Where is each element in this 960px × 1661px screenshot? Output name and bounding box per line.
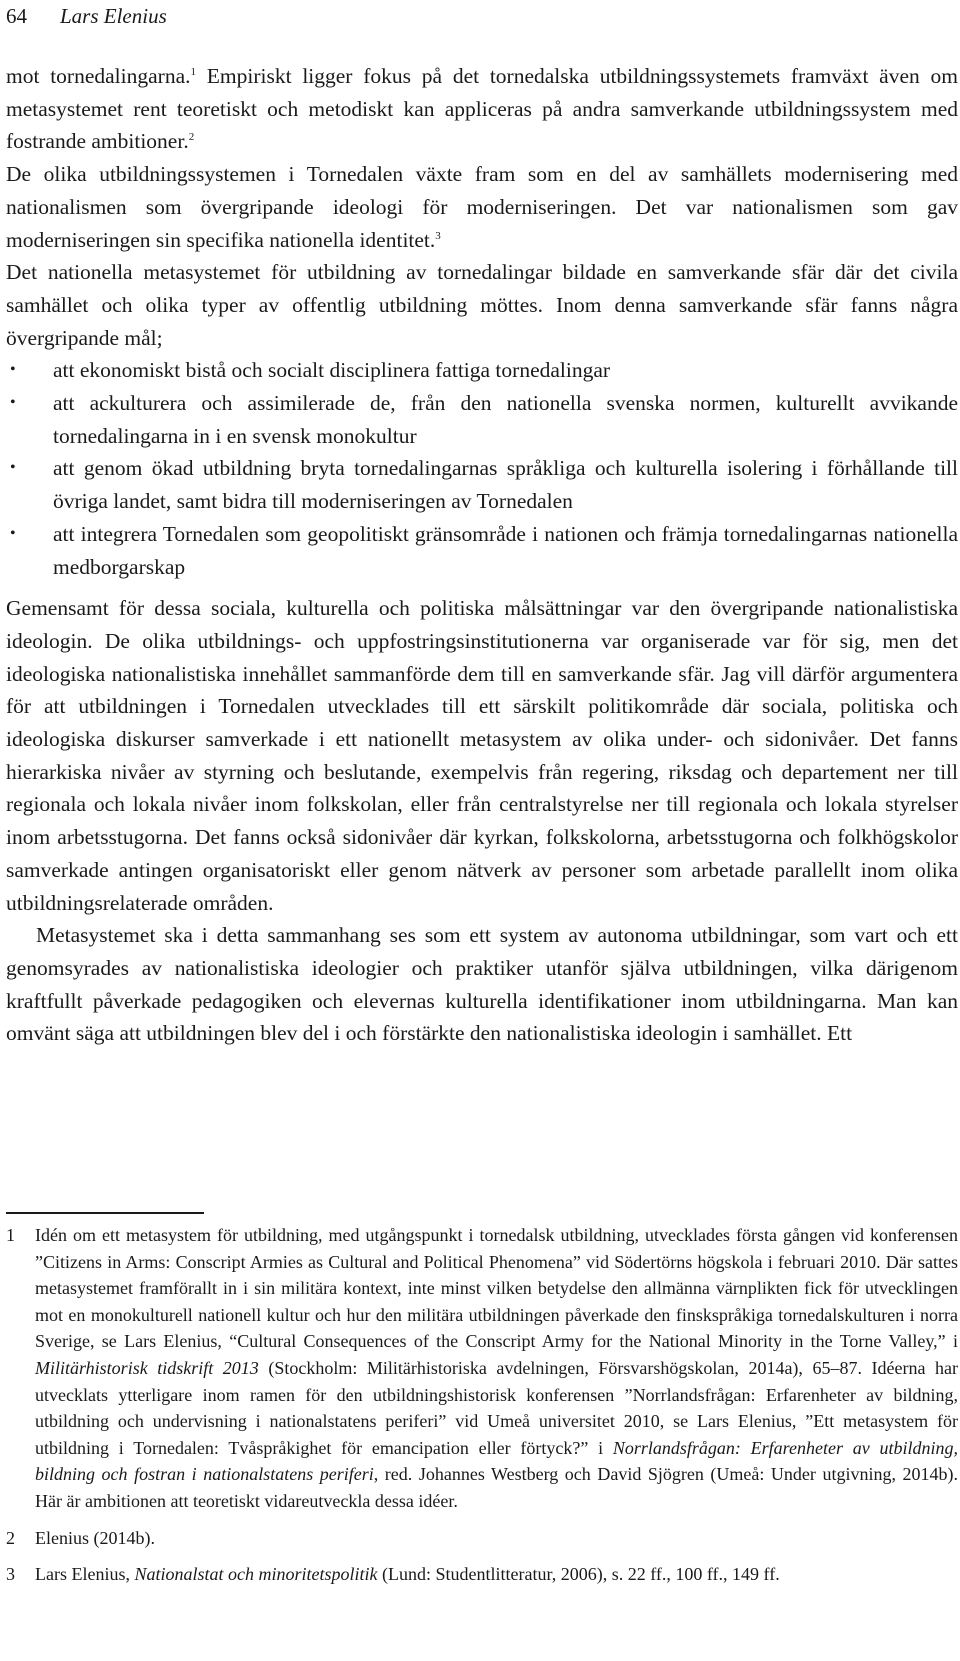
footnote-text: Elenius (2014b). <box>35 1527 155 1548</box>
footnote-title: Norrlandsfrågan: Erfarenheter av utbildning, bildning och fostran i nationalstatens periferi <box>35 1437 959 1485</box>
footnote-2 <box>6 1525 958 1552</box>
footnote-text: , red. Johannes Westberg och David Sjögren (Umeå: Under utgivning, 2014b). Här är ambitionen att teoretiskt vidareutveckla dessa idéer. <box>35 1464 959 1511</box>
footnote-title: Nationalstat och minoritetspolitik <box>134 1564 378 1585</box>
footnotes <box>6 1222 958 1598</box>
list-item: • att ekonomiskt bistå och socialt disciplinera fattiga tornedalingar <box>6 354 958 387</box>
footnote-text: Idén om ett metasystem för utbildning, med utgångspunkt i tornedalsk utbildning, utvecklades första gången vid konferensen ”Citizens in Arms: Conscript Armies as Cultural and Political Phenomena” vid Södertörns högskola i februari 2010. Där sattes metasystemet framförallt in i sin militära kontext, inte minst vilken betydelse den allmänna värnplikten fick för utvecklingen mot en monokulturell nationell kultur och hur den militära utbildningen påverkade den finskspråkiga tornedalskulturen i norra Sverige, se Lars Elenius, “Cultural Consequences of the Conscript Army for the National Minority in the Torne Valley,” i <box>35 1225 958 1352</box>
footnote-3 <box>6 1561 958 1588</box>
footnote-number: 2 <box>6 1527 15 1548</box>
footnote-ref-1[interactable]: 1 <box>190 65 196 78</box>
running-header <box>6 2 167 30</box>
footnote-ref-3[interactable]: 3 <box>435 229 441 242</box>
paragraph: Gemensamt för dessa sociala, kulturella och politiska målsättningar var den övergripande nationalistiska ideologin. De olika utbildnings- och uppfostringsinstitutionerna var organiserade var för sig, men det ideologiska nationalistiska innehållet sammanförde dem till en samverkande sfär. Jag vill därför argumentera för att utbildningen i Tornedalen utvecklades till ett särskilt politikområde där sociala, politiska och ideologiska diskurser samverkade i ett nationellt metasystem av olika under- och sidonivåer. Det fanns hierarkiska nivåer av styrning och beslutande, exempelvis från regering, riksdag och departement ner till regionala och lokala nivåer inom folkskolan, eller från centralstyrelse ner till regionala och lokala styrelser inom arbetsstugorna. Det fanns också sidonivåer där kyrkan, folkskolorna, arbetsstugorna och folkhögskolor samverkade antingen organisatoriskt eller genom nätverk av personer som arbetade parallellt inom olika utbildningsrelaterade områden. <box>6 596 958 915</box>
main-text <box>6 60 958 1050</box>
footnote-divider <box>6 1212 204 1214</box>
footnote-number: 3 <box>6 1564 15 1585</box>
spacer <box>6 583 958 592</box>
footnote-text: Lars Elenius, <box>35 1564 135 1585</box>
list-item: • att ackulturera och assimilerade de, från den nationella svenska normen, kulturellt avvikande tornedalingarna in i en svensk monokultur <box>6 387 958 452</box>
paragraph: Metasystemet ska i detta sammanhang ses som ett system av autonoma utbildningar, som vart och ett genomsyrades av nationalistiska ideologier och praktiker utanför själva utbildningen, vilka därigenom kraftfullt påverkade pedagogiken och elevernas kulturella identifikationer inom utbildningarna. Man kan omvänt säga att utbildningen blev del i och förstärkte den nationalistiska ideologin i samhället. Ett <box>6 923 958 1046</box>
page-number: 64 <box>6 4 27 28</box>
footnote-text: (Lund: Studentlitteratur, 2006), s. 22 ff., 100 ff., 149 ff. <box>377 1564 780 1585</box>
list-item: • att integrera Tornedalen som geopolitiskt gränsområde i nationen och främja tornedalingarnas nationella medborgarskap <box>6 518 958 583</box>
footnote-ref-2[interactable]: 2 <box>188 131 195 144</box>
footnote-text: (Stockholm: Militärhistoriska avdelningen, Försvarshögskolan, 2014a), 65–87. Idéerna har utvecklats ytterligare inom ramen för den utbildningshistorisk konferensen ”Norrlandsfrågan: Erfarenheter av bildning, utbildning och undervisning i nationalstatens periferi” vid Umeå universitet 2010, se Lars Elenius, ”Ett metasystem för utbildning i Tornedalen: Tvåspråkighet för emancipation eller förtyck?” i <box>35 1357 958 1458</box>
footnote-number: 1 <box>6 1225 15 1245</box>
paragraph-text: mot tornedalingarna. <box>6 64 191 88</box>
paragraph: Det nationella metasystemet för utbildning av tornedalingar bildade en samverkande sfär där det civila samhället och olika typer av offentlig utbildning möttes. Inom denna samverkande sfär fanns några övergripande mål; <box>6 260 958 350</box>
footnote-1 <box>6 1222 958 1515</box>
goals-list <box>6 354 958 583</box>
footnote-title: Militärhistorisk tidskrift 2013 <box>35 1357 259 1378</box>
running-head-author: Lars Elenius <box>60 4 167 28</box>
paragraph-text: De olika utbildningssystemen i Tornedalen växte fram som en del av samhällets modernisering med nationalismen som övergripande ideologi för moderniseringen. Det var nationalismen som gav moderniseringen sin specifika nationella identitet. <box>6 162 958 252</box>
list-item: • att genom ökad utbildning bryta tornedalingarnas språkliga och kulturella isolering i förhållande till övriga landet, samt bidra till moderniseringen av Tornedalen <box>6 452 958 517</box>
paragraph <box>6 60 958 158</box>
paragraph-text: Empiriskt ligger fokus på det tornedalska utbildningssystemets framväxt även om metasystemet rent teoretiskt och metodiskt kan appliceras på andra samverkande utbildningssystem med fostrande ambitioner. <box>6 64 959 154</box>
paragraph <box>6 158 958 256</box>
